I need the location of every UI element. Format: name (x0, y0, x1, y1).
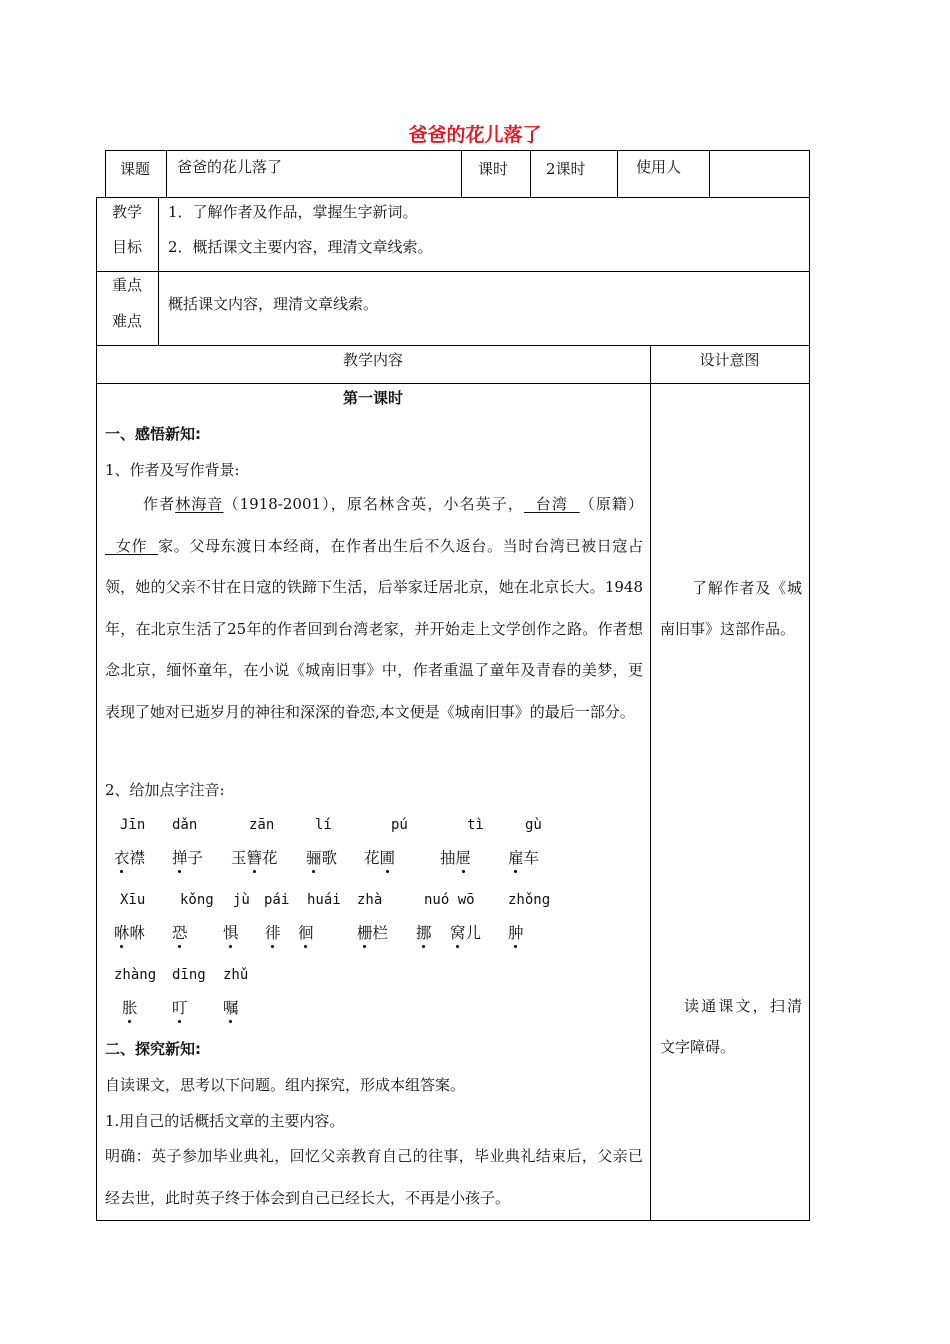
bg-text: （原籍） (579, 495, 643, 513)
vocab-word: 玉簪花 (231, 849, 278, 867)
section-1-heading: 一、感悟新知: (105, 425, 201, 443)
author-background-paragraph (105, 484, 643, 733)
table-border (809, 345, 810, 1220)
vocab-word: 徘 (265, 924, 281, 942)
pinyin: zān (249, 817, 275, 833)
table-border (617, 150, 618, 197)
hours-label: 课时 (478, 160, 509, 178)
topic-value: 爸爸的花儿落了 (177, 158, 283, 176)
intent-note-1: 了解作者及《城南旧事》这部作品。 (660, 579, 802, 638)
table-border (709, 150, 710, 197)
author-name: 林海音 (175, 495, 224, 513)
table-border (105, 150, 810, 151)
vocab-word: 徊 (298, 924, 314, 942)
vocab-word: 衣襟 (114, 849, 146, 867)
session-title: 第一课时 (342, 389, 403, 407)
pinyin: gù (525, 817, 542, 833)
pinyin: lí (315, 817, 332, 833)
pinyin: kǒng (180, 892, 214, 908)
table-border (158, 197, 159, 345)
goals-label-2: 目标 (112, 238, 143, 256)
vocab-word: 掸子 (172, 849, 204, 867)
vocab-word: 挪 (416, 924, 432, 942)
table-border (96, 345, 97, 1220)
goals-label-1: 教学 (112, 203, 143, 221)
item-1-title: 1、作者及写作背景: (105, 461, 240, 479)
vocab-word: 胀 (122, 999, 138, 1017)
document-title: 爸爸的花儿落了 (408, 124, 542, 146)
table-border (96, 197, 810, 198)
table-border (96, 1220, 810, 1221)
vocab-word: 肿 (508, 924, 524, 942)
vocab-word: 惧 (223, 924, 239, 942)
table-border (530, 150, 531, 197)
column-header-content: 教学内容 (342, 351, 403, 369)
goal-item-1: 1．了解作者及作品，掌握生字新词。 (168, 203, 418, 221)
table-border (809, 197, 810, 345)
fill-blank-1: 台湾 (523, 495, 580, 513)
table-border (96, 271, 810, 272)
keypoints-text: 概括课文内容，理清文章线索。 (168, 295, 379, 313)
topic-label: 课题 (120, 160, 151, 178)
pinyin: pái (264, 892, 290, 908)
pinyin: pú (391, 817, 408, 833)
item-2-title: 2、给加点字注音: (105, 781, 225, 799)
vocab-word: 恐 (172, 924, 188, 942)
vocab-word: 窝儿 (450, 924, 482, 942)
pinyin: zhà (357, 892, 383, 908)
pinyin: Jīn (120, 817, 146, 833)
pinyin: nuó wō (424, 892, 475, 908)
vocab-word: 抽屉 (440, 849, 472, 867)
pinyin: Xīu (120, 892, 146, 908)
vocab-word: 嘱 (223, 999, 239, 1017)
vocab-word: 叮 (172, 999, 188, 1017)
instruction-text: 自读课文，思考以下问题。组内探究，形成本组答案。 (105, 1076, 466, 1094)
table-border (96, 383, 810, 384)
table-border (96, 345, 810, 346)
pinyin: zhàng (114, 967, 157, 983)
pinyin: tì (467, 817, 484, 833)
vocab-word: 咻咻 (114, 924, 146, 942)
intent-note-2: 读通课文，扫清文字障碍。 (660, 997, 802, 1056)
table-border (96, 197, 97, 345)
column-header-intent: 设计意图 (699, 351, 760, 369)
answer-1: 明确：英子参加毕业典礼，回忆父亲教育自己的往事，毕业典礼结束后，父亲已经去世，此时英子终于体会到自己已经长大，不再是小孩子。 (105, 1147, 643, 1207)
bg-text: 作者 (143, 495, 176, 513)
vocab-word: 花圃 (364, 849, 396, 867)
table-border (461, 150, 462, 197)
pinyin: zhǒng (508, 892, 551, 908)
table-border (809, 150, 810, 197)
question-1: 1.用自己的话概括文章的主要内容。 (105, 1112, 345, 1130)
pinyin: huái (307, 892, 341, 908)
bg-text: 家。父母东渡日本经商，在作者出生后不久返台。当时台湾已被日寇占领，她的父亲不甘在日寇的铁蹄下生活，后举家迁居北京，她在北京长大。1948年，在北京生活了25年的作者回到台湾老家，并开始走上文学创作之路。作者想念北京，缅怀童年，在小说《城南旧事》中，作者重温了童年及青春的美梦，更表现了她对已逝岁月的神往和深深的眷恋,本文便是《城南旧事》的最后一部分。 (105, 536, 643, 721)
vocab-word: 雇车 (508, 849, 540, 867)
pinyin: dīng (172, 967, 206, 983)
table-border (105, 150, 106, 197)
bg-text: （1918-2001），原名林含英，小名英子， (223, 495, 524, 513)
vocab-word: 骊歌 (306, 849, 338, 867)
user-label: 使用人 (636, 158, 682, 176)
vocab-word: 栅栏 (357, 924, 389, 942)
keypoints-label-1: 重点 (112, 276, 143, 294)
fill-blank-2: 女作 (105, 536, 159, 555)
table-border (166, 150, 167, 197)
hours-value: 2课时 (546, 160, 586, 178)
pinyin: zhǔ (223, 967, 249, 983)
goal-item-2: 2．概括课文主要内容，理清文章线索。 (168, 238, 433, 256)
keypoints-label-2: 难点 (112, 312, 143, 330)
section-2-heading: 二、探究新知: (105, 1040, 201, 1058)
pinyin: jù (233, 892, 250, 908)
pinyin: dǎn (172, 817, 198, 833)
table-border (650, 345, 651, 1220)
